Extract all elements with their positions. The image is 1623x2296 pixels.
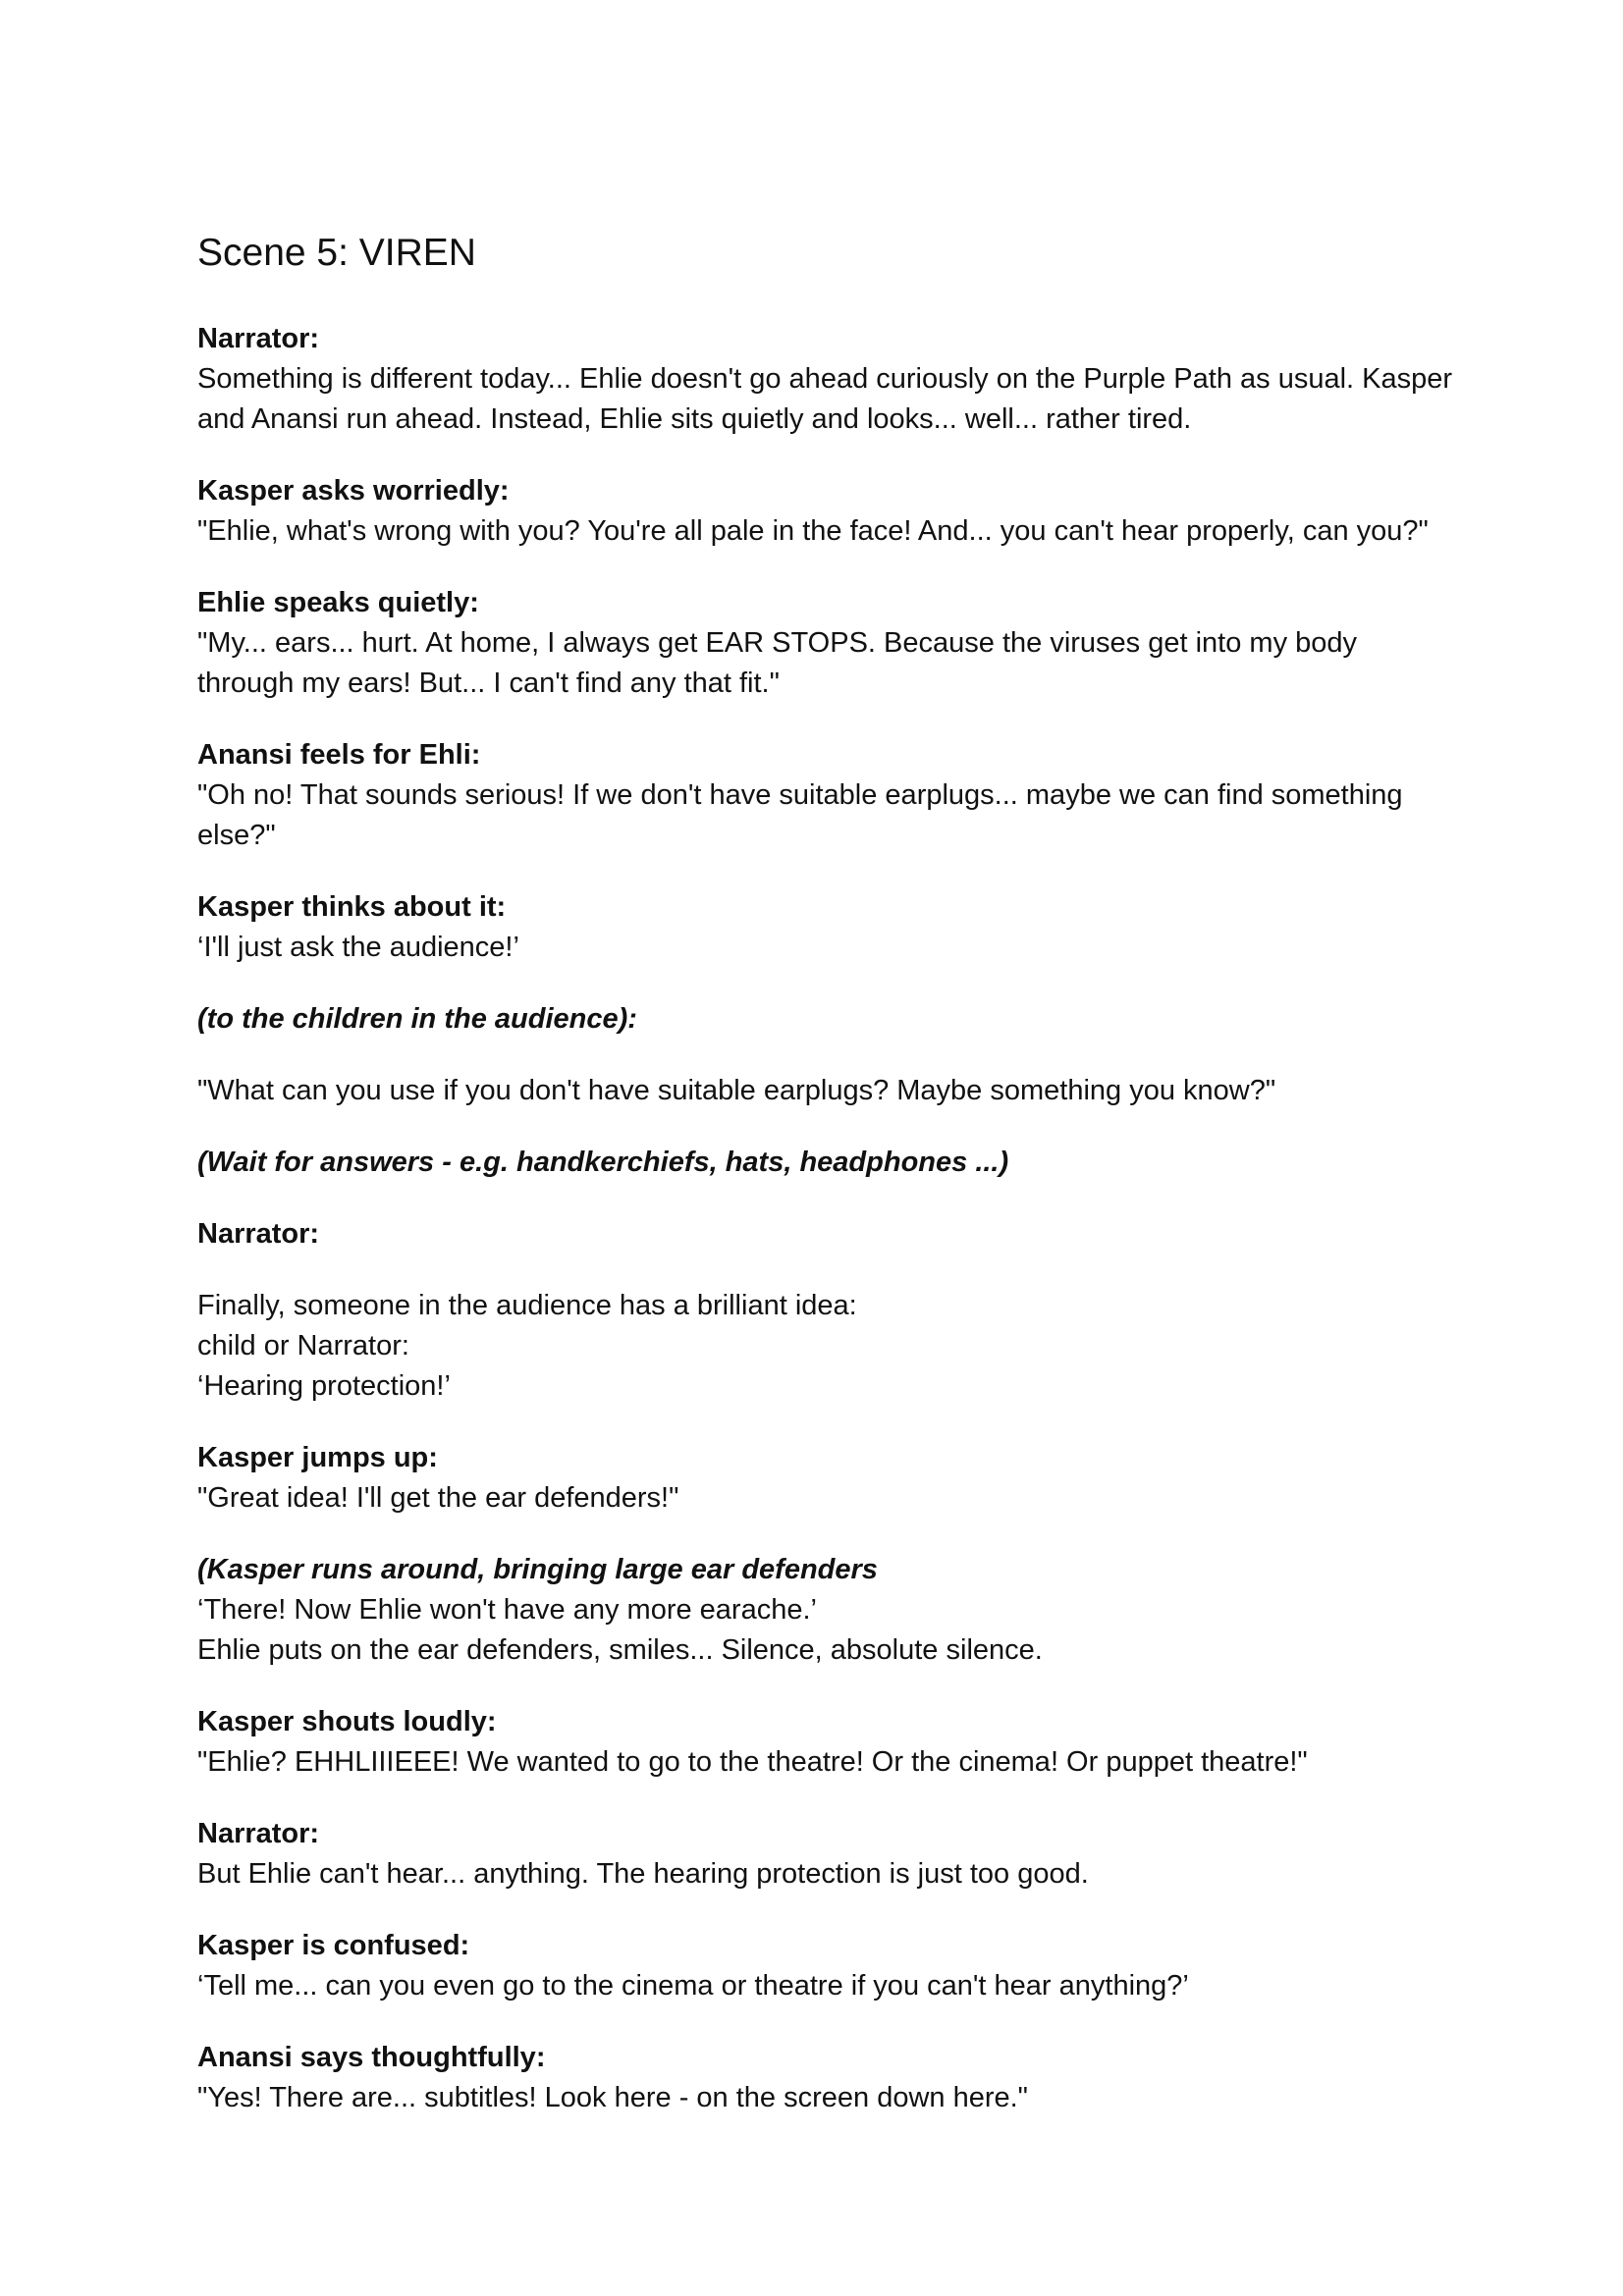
dialogue-block <box>197 1926 1454 2006</box>
speaker-label: Narrator: <box>197 1818 320 1849</box>
dialogue-block <box>197 1814 1454 1895</box>
dialogue-text: ‘Tell me... can you even go to the cinema or theatre if you can't hear anything?’ <box>197 1970 1189 2002</box>
script-page <box>197 228 1454 2150</box>
dialogue-block <box>197 1214 1454 1255</box>
speaker-label: Kasper asks worriedly: <box>197 475 510 507</box>
dialogue-text: "Oh no! That sounds serious! If we don't have suitable earplugs... maybe we can find something else?" <box>197 779 1403 851</box>
dialogue-block <box>197 1071 1454 1111</box>
speaker-label: Kasper is confused: <box>197 1930 470 1961</box>
dialogue-block <box>197 735 1454 856</box>
dialogue-block <box>197 887 1454 968</box>
speaker-label: Anansi feels for Ehli: <box>197 739 481 771</box>
speaker-label: Anansi says thoughtfully: <box>197 2042 546 2073</box>
speaker-label: Narrator: <box>197 1218 320 1250</box>
dialogue-text: "What can you use if you don't have suitable earplugs? Maybe something you know?" <box>197 1075 1276 1106</box>
stage-direction-block <box>197 1143 1454 1183</box>
dialogue-text: "Yes! There are... subtitles! Look here - on the screen down here." <box>197 2082 1028 2113</box>
dialogue-text: ‘I'll just ask the audience!’ <box>197 932 519 963</box>
stage-direction-block <box>197 999 1454 1040</box>
dialogue-block <box>197 319 1454 440</box>
dialogue-text: ‘There! Now Ehlie won't have any more earache.’ <box>197 1594 817 1626</box>
dialogue-block <box>197 1438 1454 1519</box>
dialogue-text: "Ehlie, what's wrong with you? You're all pale in the face! And... you can't hear properly, can you?" <box>197 515 1429 547</box>
dialogue-block <box>197 1702 1454 1783</box>
stage-direction: (to the children in the audience): <box>197 1003 637 1035</box>
dialogue-block <box>197 583 1454 704</box>
stage-direction: (Wait for answers - e.g. handkerchiefs, hats, headphones ...) <box>197 1147 1009 1178</box>
narration-line: ‘Hearing protection!’ <box>197 1370 451 1402</box>
narration-line: child or Narrator: <box>197 1330 409 1362</box>
stage-direction: (Kasper runs around, bringing large ear defenders <box>197 1554 878 1585</box>
dialogue-block <box>197 471 1454 552</box>
speaker-label: Narrator: <box>197 323 320 354</box>
dialogue-text: "Great idea! I'll get the ear defenders!" <box>197 1482 679 1514</box>
narration-line: Ehlie puts on the ear defenders, smiles... Silence, absolute silence. <box>197 1634 1043 1666</box>
speaker-label: Ehlie speaks quietly: <box>197 587 479 618</box>
dialogue-block <box>197 2038 1454 2118</box>
speaker-label: Kasper jumps up: <box>197 1442 438 1473</box>
narration-line: Finally, someone in the audience has a brilliant idea: <box>197 1290 857 1321</box>
dialogue-text: "My... ears... hurt. At home, I always get EAR STOPS. Because the viruses get into my body through my ears! But... I can't find any that fit." <box>197 627 1358 699</box>
dialogue-text: Something is different today... Ehlie doesn't go ahead curiously on the Purple Path as usual. Kasper and Anansi run ahead. Instead, Ehlie sits quietly and looks... well... rather tired. <box>197 363 1453 435</box>
narration-block <box>197 1286 1454 1407</box>
dialogue-text: But Ehlie can't hear... anything. The hearing protection is just too good. <box>197 1858 1089 1890</box>
scene-title: Scene 5: VIREN <box>197 232 476 274</box>
speaker-label: Kasper shouts loudly: <box>197 1706 497 1737</box>
speaker-label: Kasper thinks about it: <box>197 891 507 923</box>
dialogue-text: "Ehlie? EHHLIIIEEE! We wanted to go to the theatre! Or the cinema! Or puppet theatre!" <box>197 1746 1308 1778</box>
stage-direction-block <box>197 1550 1454 1671</box>
